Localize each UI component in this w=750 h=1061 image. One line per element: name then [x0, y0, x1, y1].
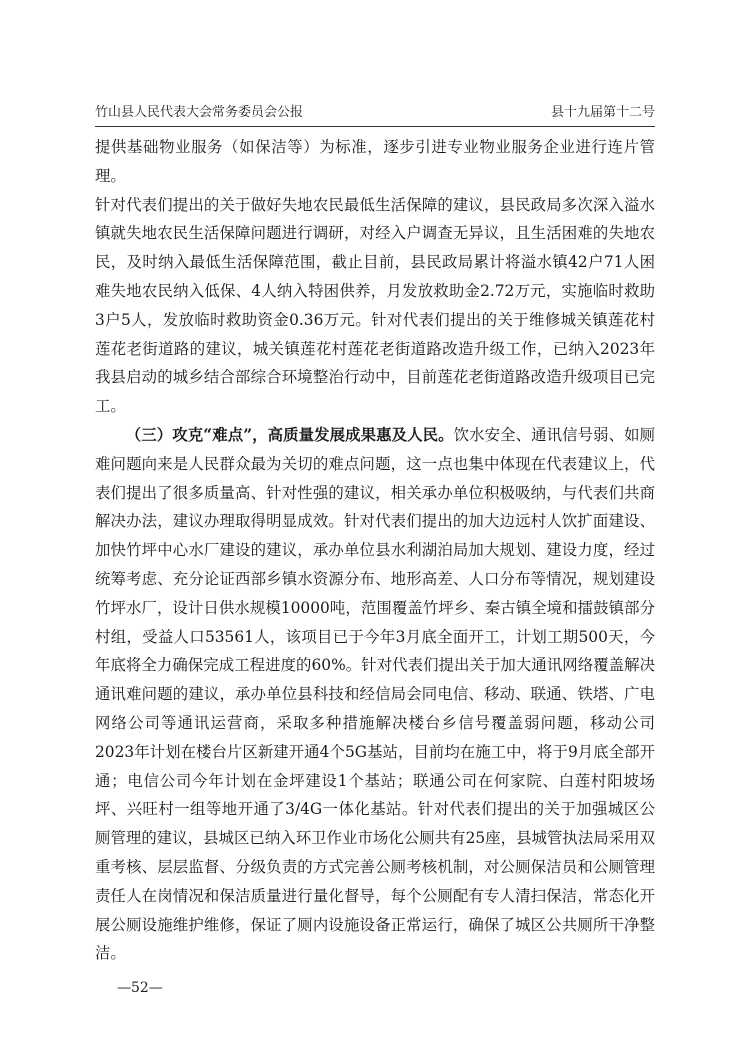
document-body — [95, 133, 655, 968]
header-publication-title: 竹山县人民代表大会常务委员会公报 — [95, 105, 304, 120]
header-divider — [95, 126, 655, 127]
page-number: —52— — [117, 980, 163, 996]
section-body-difficulties: 饮水安全、通讯信号弱、如厕难问题向来是人民群众最为关切的难点问题，这一点也集中体现在代表建议上，代表们提出了很多质量高、针对性强的建议，相关承办单位积极吸纳，与代表们共商解决办法，建议办理取得明显成效。针对代表们提出的加大边远村人饮扩面建设、加快竹坪中心水厂建设的建议，承办单位县水利湖泊局加大规划、建设力度，经过统筹考虑、充分论证西部乡镇水资源分布、地形高差、人口分布等情况，规划建设竹坪水厂，设计日供水规模10000吨，范围覆盖竹坪乡、秦古镇全境和擂鼓镇部分村组，受益人口53561人，该项目已于今年3月底全面开工，计划工期500天，今年底将全力确保完成工程进度的60%。针对代表们提出关于加大通讯网络覆盖解决通讯难问题的建议，承办单位县科技和经信局会同电信、移动、联通、铁塔、广电网络公司等通讯运营商，采取多种措施解决楼台乡信号覆盖弱问题，移动公司2023年计划在楼台片区新建开通4个5G基站，目前均在施工中，将于9月底全部开通；电信公司今年计划在金坪建设1个基站；联通公司在何家院、白莲村阳坡场坪、兴旺村一组等地开通了3/4G一体化基站。针对代表们提出的关于加强城区公厕管理的建议，县城区已纳入环卫作业市场化公厕共有25座，县城管执法局采用双重考核、层层监督、分级负责的方式完善公厕考核机制，对公厕保洁员和公厕管理责任人在岗情况和保洁质量进行量化督导，每个公厕配有专人清扫保洁，常态化开展公厕设施维护维修，保证了厕内设施设备正常运行，确保了城区公共厕所干净整洁。 — [95, 425, 655, 963]
header-issue-number: 县十九届第十二号 — [550, 105, 655, 120]
body-paragraph-social-security: 针对代表们提出的关于做好失地农民最低生活保障的建议，县民政局多次深入溢水镇就失地农民生活保障问题进行调研，对经入户调查无异议，且生活困难的失地农民，及时纳入最低生活保障范围，截止目前，县民政局累计将溢水镇42户71人困难失地农民纳入低保、4人纳入特困供养，月发放救助金2.72万元，实施临时救助3户5人，发放临时救助资金0.36万元。针对代表们提出的关于维修城关镇莲花村莲花老街道路的建议，城关镇莲花村莲花老街道路改造升级工作，已纳入2023年我县启动的城乡结合部综合环境整治行动中，目前莲花老街道路改造升级项目已完工。 — [95, 195, 655, 416]
section-heading-difficulties: （三）攻克“难点”，高质量发展成果惠及人民。 — [125, 425, 454, 444]
body-paragraph-continued: 提供基础物业服务（如保洁等）为标准，逐步引进专业物业服务企业进行连片管理。 — [95, 138, 655, 185]
page-header — [95, 103, 655, 125]
body-paragraph-difficulties — [95, 421, 655, 968]
